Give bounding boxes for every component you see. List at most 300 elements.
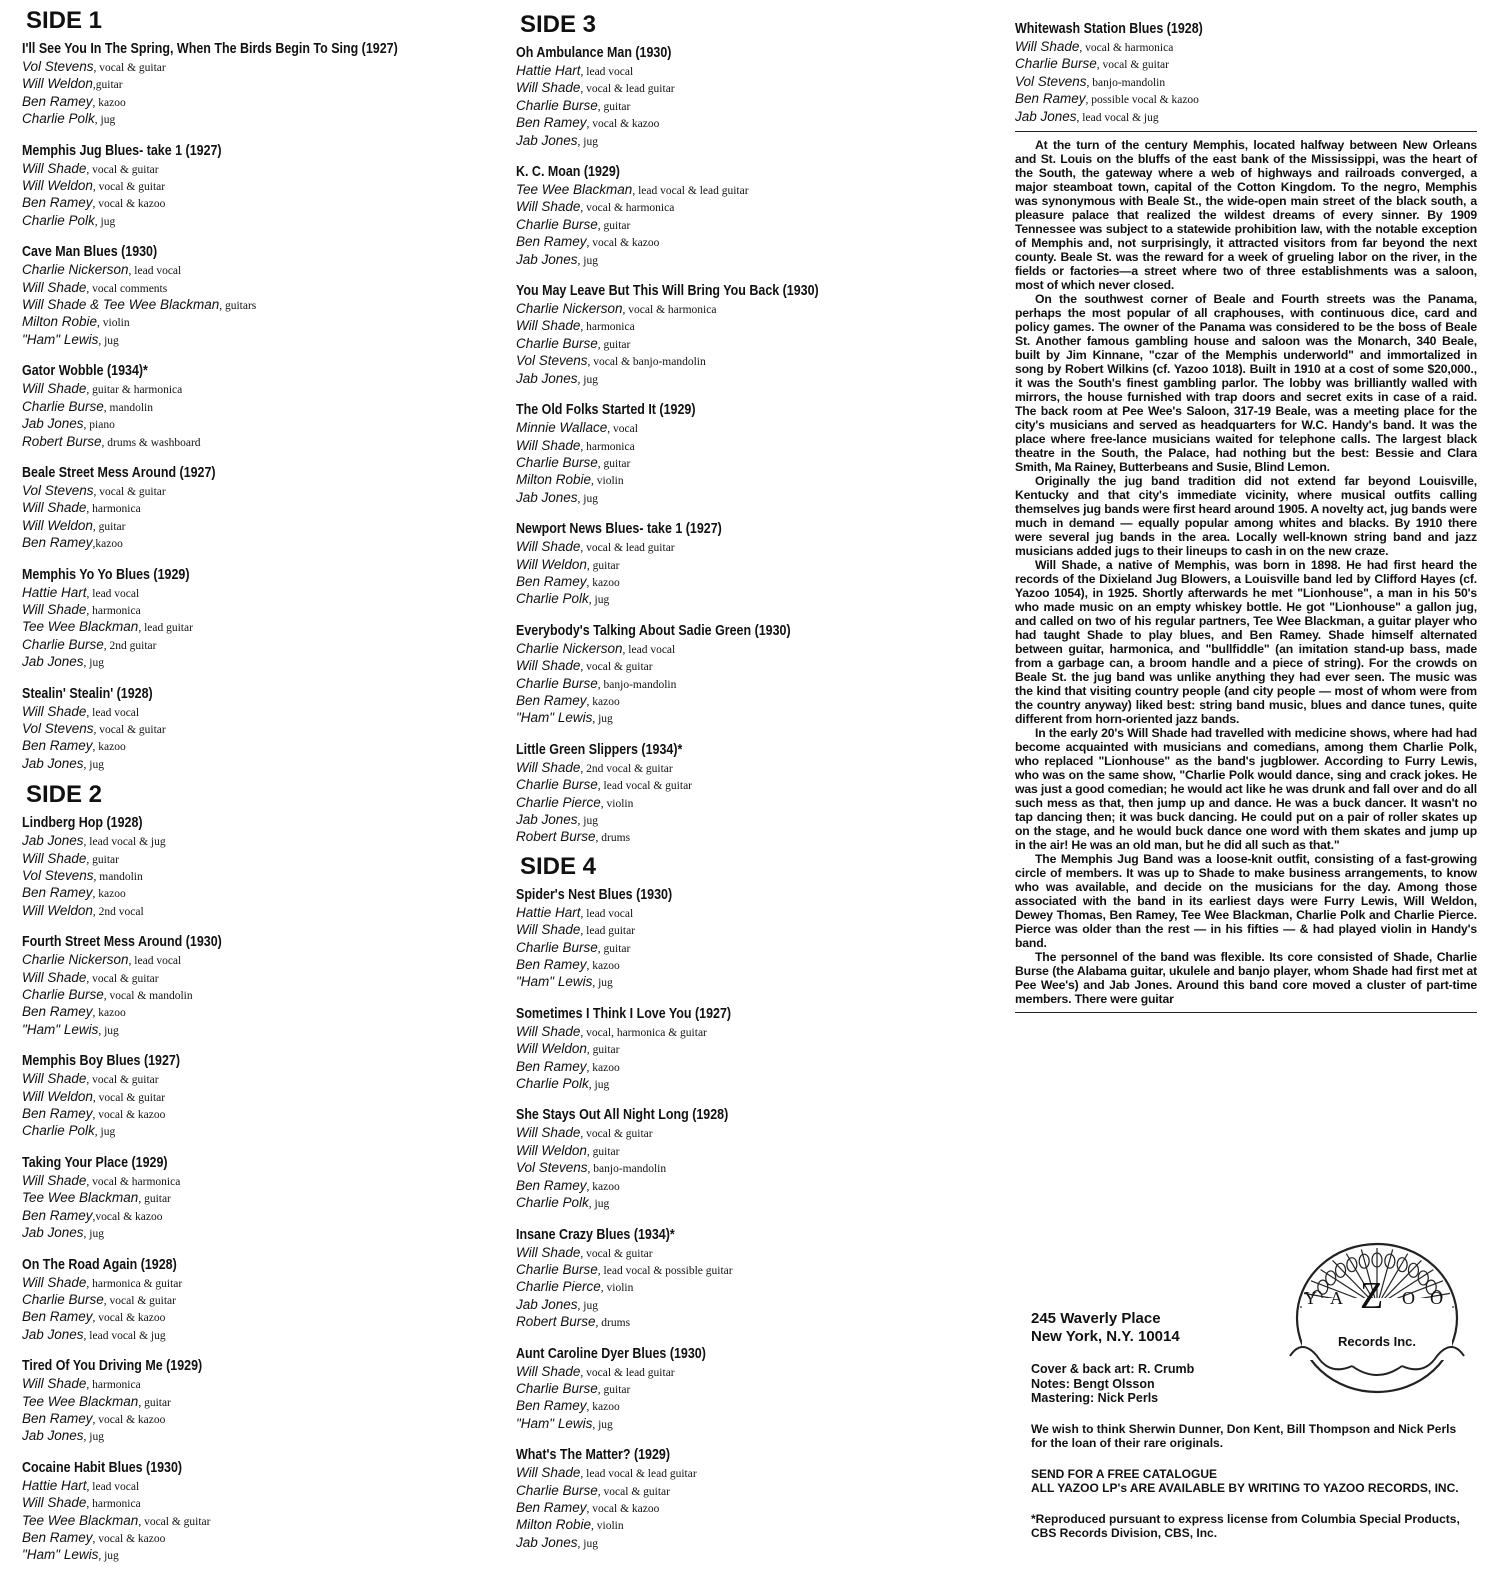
- performer-role: , vocal: [607, 423, 638, 436]
- track: [516, 1345, 996, 1434]
- performer-name: Charlie Burse: [22, 1291, 104, 1307]
- performer-role: , vocal & guitar: [1096, 59, 1169, 72]
- performer-role: , vocal & kazoo: [92, 1532, 166, 1545]
- credits: [1031, 1362, 1481, 1406]
- performer-name: Charlie Polk: [22, 111, 95, 127]
- performer-credit: [22, 721, 492, 738]
- performer-credit: [22, 637, 492, 654]
- performer-name: Will Shade: [516, 80, 581, 96]
- performer-credit: [22, 1428, 492, 1445]
- performer-name: Ben Ramey: [516, 1058, 587, 1074]
- performer-name: Vol Stevens: [22, 482, 94, 498]
- performer-credit: [22, 500, 492, 517]
- side-4-tracklist-continued: [1015, 20, 1477, 126]
- track: [22, 933, 492, 1039]
- performer-role: , violin: [600, 1282, 634, 1295]
- logo-letter-y: Y: [1304, 1288, 1317, 1308]
- track: [516, 1106, 996, 1212]
- performer-credit: [516, 1143, 996, 1160]
- performer-role: , guitar: [86, 853, 119, 866]
- performer-credit: [516, 940, 996, 957]
- performer-role: , vocal & kazoo: [92, 1109, 166, 1122]
- performer-credit: [516, 710, 996, 727]
- performer-credit: [516, 658, 996, 675]
- track-title: Beale Street Mess Around (1927): [22, 464, 216, 481]
- performer-role: , lead vocal: [580, 66, 634, 78]
- performer-name: Will Shade: [22, 500, 87, 516]
- performer-credit: [516, 1314, 996, 1331]
- performer-name: Will Shade: [22, 279, 87, 295]
- performer-role: , drums & washboard: [101, 436, 201, 449]
- performer-role: , jug: [83, 1228, 104, 1241]
- performer-credit: [516, 1381, 996, 1398]
- track-title: I'll See You In The Spring, When The Birds Begin To Sing (1927): [22, 41, 398, 57]
- performer-role: , banjo-mandolin: [1086, 76, 1166, 89]
- performer-role: , lead vocal & possible guitar: [597, 1264, 733, 1277]
- performer-credit: [516, 115, 996, 132]
- performer-name: Will Weldon: [22, 178, 93, 194]
- performer-credit: [22, 518, 492, 535]
- performer-role: , kazoo: [92, 1007, 126, 1020]
- performer-role: , guitar: [586, 559, 620, 572]
- performer-name: Will Weldon: [22, 902, 93, 918]
- performer-role: , lead vocal: [128, 955, 182, 968]
- performer-role: , guitar: [597, 219, 631, 232]
- performer-name: Charlie Nickerson: [516, 640, 623, 656]
- performer-name: Ben Ramey: [22, 738, 93, 754]
- performer-name: Milton Robie: [22, 314, 98, 330]
- performer-role: , lead vocal & lead guitar: [580, 1468, 697, 1481]
- performer-credit: [516, 336, 996, 353]
- performer-role: , jug: [98, 1550, 119, 1563]
- performer-name: Robert Burse: [516, 829, 596, 845]
- track-title: Oh Ambulance Man (1930): [516, 45, 672, 61]
- track: [22, 566, 492, 672]
- performer-credit: [516, 1024, 996, 1041]
- performer-role: , mandolin: [93, 871, 143, 883]
- performer-credit: [516, 1483, 996, 1500]
- performer-name: Charlie Burse: [516, 216, 598, 232]
- performer-name: Will Shade: [22, 1172, 87, 1188]
- performer-name: Charlie Burse: [22, 398, 104, 414]
- performer-role: , vocal & banjo-mandolin: [587, 356, 706, 369]
- performer-role: , vocal & harmonica: [86, 1175, 181, 1188]
- track-title: K. C. Moan (1929): [516, 164, 620, 181]
- performer-name: Will Weldon: [22, 76, 93, 92]
- performer-role: , vocal & guitar: [103, 1294, 176, 1307]
- performer-name: Jab Jones: [22, 1326, 84, 1342]
- catalogue-line-2: ALL YAZOO LP's ARE AVAILABLE BY WRITING TO YAZOO RECORDS, INC.: [1031, 1481, 1459, 1495]
- performer-role: , guitar: [92, 520, 126, 533]
- performer-credit: [22, 1411, 492, 1428]
- side-2: [22, 782, 492, 1565]
- performer-role: , violin: [591, 475, 624, 488]
- performer-name: Will Weldon: [516, 1142, 587, 1158]
- performer-name: Robert Burse: [516, 1314, 596, 1330]
- performer-name: Jab Jones: [516, 370, 578, 386]
- performer-name: Jab Jones: [22, 416, 84, 432]
- performer-name: Will Shade: [22, 381, 87, 397]
- performer-name: Charlie Polk: [22, 1123, 95, 1139]
- performer-credit: [22, 297, 492, 314]
- performer-role: , vocal & guitar: [86, 1074, 159, 1087]
- performer-role: , lead vocal: [86, 1480, 140, 1493]
- performer-role: , jug: [94, 215, 116, 228]
- performer-role: , kazoo: [586, 576, 620, 589]
- catalogue-notice: [1031, 1467, 1471, 1496]
- track: [516, 44, 996, 150]
- track: [516, 1446, 996, 1552]
- performer-name: Will Shade: [22, 850, 87, 866]
- side-2-heading: SIDE 2: [26, 781, 103, 809]
- performer-credit: [22, 111, 492, 128]
- performer-name: Will Shade: [516, 759, 581, 775]
- column-left: [22, 8, 492, 1578]
- performer-name: Charlie Polk: [22, 212, 95, 228]
- performer-name: Vol Stevens: [22, 868, 94, 883]
- track-title: She Stays Out All Night Long (1928): [516, 1107, 729, 1124]
- performer-credit: [516, 1195, 996, 1212]
- performer-name: Will Shade: [22, 703, 87, 719]
- track: [516, 741, 996, 847]
- performer-name: Ben Ramey: [516, 957, 587, 973]
- performer-role: ,kazoo: [92, 538, 123, 551]
- performer-name: Ben Ramey: [516, 1398, 587, 1414]
- performer-credit: [516, 80, 996, 97]
- track: [22, 1154, 492, 1243]
- track-title: Aunt Caroline Dyer Blues (1930): [516, 1345, 706, 1362]
- divider-bottom: [1015, 1012, 1477, 1013]
- performer-role: , jug: [577, 254, 598, 267]
- track: [516, 520, 996, 609]
- performer-role: , jug: [592, 1418, 613, 1431]
- track-title: Tired Of You Driving Me (1929): [22, 1358, 203, 1375]
- performer-credit: [516, 812, 996, 829]
- performer-name: Vol Stevens: [516, 353, 588, 369]
- performer-credit: [22, 1123, 492, 1140]
- performer-name: Will Shade: [22, 601, 87, 617]
- notes-paragraph: Will Shade, a native of Memphis, was born in 1898. He had first heard the records of the Dixieland Jug Blowers, a Louisville band led by Clifford Hayes (cf. Yazoo 1054), in 1925. Shortly afterwards he met "Lionhouse", a man in his 50's who made music on an empty whiskey bottle. He got "Lionhouse" a gallon jug, and called on two of his regular partners, Tee Wee Blackman, a guitar player who had taught Shade to play blues, and Ben Ramey. Shade himself alternated between guitar, harmonica, and "bullfiddle" (an imitation stand-up bass, made from a garbage can, a broom handle and a piece of string). For the crowds on Beale St. the jug band was unlike anything they had ever seen. The music was the kind that visiting country people (and city people — most of whom were from the country anyway) liked best: string band music, blues and dance tunes, quite different from horn-oriented jazz bands.: [1015, 558, 1477, 727]
- performer-role: , lead vocal: [86, 706, 140, 719]
- performer-credit: [516, 234, 996, 251]
- performer-credit: [516, 1297, 996, 1314]
- performer-name: Will Shade: [22, 1071, 87, 1087]
- performer-name: Vol Stevens: [516, 1160, 588, 1176]
- performer-role: , kazoo: [586, 1061, 620, 1074]
- performer-role: , vocal & harmonica: [580, 202, 675, 215]
- performer-credit: [22, 94, 492, 111]
- performer-role: , jug: [577, 815, 598, 827]
- performer-name: Jab Jones: [516, 812, 578, 827]
- performer-name: Hattie Hart: [22, 584, 87, 600]
- performer-credit: [22, 1530, 492, 1547]
- performer-name: Will Shade: [516, 922, 581, 938]
- performer-name: Charlie Nickerson: [516, 301, 623, 317]
- side-1-heading: SIDE 1: [26, 7, 103, 34]
- track-title: Sometimes I Think I Love You (1927): [516, 1005, 732, 1022]
- performer-credit: [516, 1364, 996, 1381]
- performer-name: Will Shade: [516, 199, 581, 215]
- track: [516, 622, 996, 728]
- side-1-tracklist: [22, 40, 492, 773]
- performer-credit: [22, 868, 492, 885]
- performer-role: , guitar: [138, 1193, 171, 1206]
- performer-credit: [516, 371, 996, 388]
- track: [516, 163, 996, 269]
- performer-role: , harmonica: [580, 321, 635, 334]
- column-middle: [516, 12, 996, 1565]
- performer-credit: [22, 885, 492, 902]
- performer-credit: [22, 381, 492, 398]
- performer-name: Vol Stevens: [22, 59, 94, 74]
- logo-letter-z: Z: [1360, 1275, 1384, 1317]
- track: [22, 142, 492, 231]
- performer-name: Will Weldon: [22, 1088, 93, 1104]
- performer-name: Will Shade: [22, 160, 87, 176]
- performer-credit: [516, 1245, 996, 1262]
- performer-credit: [516, 98, 996, 115]
- performer-role: , mandolin: [103, 401, 153, 414]
- performer-name: Hattie Hart: [516, 63, 581, 78]
- performer-name: Will Shade: [1015, 39, 1080, 54]
- performer-name: Will Shade: [516, 1363, 581, 1379]
- performer-credit: [516, 1279, 996, 1296]
- side-4-heading: SIDE 4: [520, 852, 597, 880]
- performer-credit: [516, 318, 996, 335]
- performer-credit: [516, 1178, 996, 1195]
- performer-name: Charlie Nickerson: [22, 952, 129, 968]
- performer-credit: [516, 539, 996, 556]
- performer-role: , banjo-mandolin: [597, 678, 677, 691]
- performer-role: , jug: [588, 1079, 610, 1092]
- track: [22, 685, 492, 774]
- logo-letter-o2: O: [1430, 1288, 1443, 1308]
- performer-credit: [22, 1071, 492, 1088]
- performer-role: , guitar: [586, 1145, 620, 1158]
- performer-role: , harmonica: [86, 1379, 141, 1392]
- performer-role: , jug: [577, 1537, 598, 1550]
- performer-name: Ben Ramey: [22, 1309, 93, 1325]
- performer-name: Hattie Hart: [516, 904, 581, 920]
- performer-role: , lead guitar: [580, 925, 636, 938]
- performer-name: Charlie Burse: [516, 777, 598, 793]
- performer-credit: [22, 1089, 492, 1106]
- performer-name: Jab Jones: [516, 1296, 578, 1312]
- performer-role: , lead guitar: [138, 622, 193, 635]
- performer-name: Milton Robie: [516, 472, 592, 488]
- performer-name: Ben Ramey: [22, 1207, 93, 1223]
- performer-credit: [516, 1398, 996, 1415]
- performer-credit: [516, 795, 996, 812]
- performer-name: Will Shade: [516, 1125, 581, 1141]
- performer-credit: [516, 490, 996, 507]
- performer-name: Jab Jones: [516, 132, 578, 148]
- performer-role: , guitar: [138, 1396, 171, 1409]
- performer-name: Charlie Polk: [516, 1076, 589, 1092]
- side-1: [22, 8, 492, 773]
- performer-name: Ben Ramey: [516, 692, 587, 708]
- performer-name: Will Shade: [22, 969, 87, 985]
- performer-credit: [22, 952, 492, 969]
- performer-credit: [516, 301, 996, 318]
- performer-name: Charlie Burse: [516, 939, 598, 955]
- performer-name: Charlie Pierce: [516, 794, 601, 810]
- performer-role: , kazoo: [586, 695, 620, 708]
- performer-name: "Ham" Lewis: [516, 710, 593, 726]
- performer-name: Charlie Burse: [22, 987, 104, 1003]
- performer-name: Ben Ramey: [516, 234, 587, 250]
- side-3: [516, 12, 996, 847]
- track: [22, 1256, 492, 1345]
- address: [1031, 1310, 1481, 1346]
- performer-credit: [1015, 109, 1477, 126]
- performer-role: , jug: [98, 1024, 119, 1037]
- performer-name: Charlie Burse: [516, 1261, 598, 1277]
- notes-paragraph: The Memphis Jug Band was a loose-knit outfit, consisting of a fast-growing circle of members. It was up to Shade to make business arrangements, to know who was available, and decide on the musicians for the day. Among those associated with the band in its earliest days were Furry Lewis, Will Weldon, Dewey Thomas, Ben Ramey, Tee Wee Blackman, Charlie Polk and Charlie Pierce. Pierce was older than the rest — in his fifties — & had played violin in Handy's band.: [1015, 852, 1477, 951]
- performer-role: , jug: [83, 657, 104, 670]
- performer-credit: [516, 591, 996, 608]
- performer-role: , vocal, harmonica & guitar: [580, 1026, 707, 1039]
- performer-role: , vocal & guitar: [597, 1485, 670, 1498]
- track: [516, 886, 996, 992]
- performer-credit: [516, 957, 996, 974]
- performer-role: , jug: [592, 713, 613, 726]
- track-title: Newport News Blues- take 1 (1927): [516, 521, 722, 538]
- performer-role: , vocal & guitar: [86, 163, 159, 176]
- performer-role: , vocal & lead guitar: [580, 542, 675, 555]
- performer-name: Ben Ramey: [516, 573, 587, 589]
- performer-role: , possible vocal & kazoo: [1085, 94, 1199, 107]
- performer-role: , lead vocal: [86, 587, 140, 600]
- performer-credit: [22, 213, 492, 230]
- address-line-1: 245 Waverly Place: [1031, 1310, 1161, 1327]
- performer-credit: [22, 619, 492, 636]
- performer-role: , jug: [588, 1198, 610, 1211]
- performer-credit: [22, 1225, 492, 1242]
- performer-credit: [516, 557, 996, 574]
- performer-name: Jab Jones: [516, 489, 578, 505]
- performer-role: , lead vocal: [128, 265, 182, 278]
- performer-credit: [516, 438, 996, 455]
- performer-name: Charlie Burse: [516, 335, 598, 351]
- column-right: [1015, 20, 1477, 1019]
- catalogue-line-1: SEND FOR A FREE CATALOGUE: [1031, 1466, 1217, 1481]
- performer-credit: [516, 252, 996, 269]
- performer-credit: [22, 987, 492, 1004]
- side-4: [516, 854, 996, 1552]
- performer-role: , vocal & guitar: [92, 1091, 166, 1104]
- performer-role: , lead vocal & jug: [83, 1329, 166, 1342]
- performer-role: ,vocal & kazoo: [92, 1210, 163, 1223]
- performer-credit: [516, 905, 996, 922]
- performer-role: , jug: [94, 1126, 116, 1139]
- side-3-heading: SIDE 3: [520, 11, 597, 38]
- performer-name: Jab Jones: [516, 1534, 578, 1550]
- performer-credit: [22, 903, 492, 920]
- performer-role: , drums: [595, 832, 631, 845]
- credit-mastering: Mastering: Nick Perls: [1031, 1391, 1159, 1405]
- performer-name: Charlie Nickerson: [22, 262, 129, 278]
- performer-credit: [516, 1041, 996, 1058]
- performer-role: , vocal & harmonica: [1079, 42, 1174, 54]
- track-title: Memphis Boy Blues (1927): [22, 1053, 181, 1070]
- performer-name: Ben Ramey: [22, 535, 93, 551]
- performer-role: , guitar: [597, 1383, 631, 1396]
- track-title: Memphis Jug Blues- take 1 (1927): [22, 142, 222, 159]
- performer-name: Will Weldon: [516, 1041, 587, 1057]
- performer-credit: [22, 1309, 492, 1326]
- performer-credit: [22, 585, 492, 602]
- performer-credit: [22, 851, 492, 868]
- performer-credit: [516, 353, 996, 370]
- performer-credit: [22, 76, 492, 93]
- performer-role: , vocal & kazoo: [92, 1312, 166, 1325]
- performer-credit: [22, 161, 492, 178]
- performer-role: , vocal & guitar: [580, 1128, 653, 1141]
- performer-credit: [22, 704, 492, 721]
- performer-role: , jug: [577, 135, 598, 148]
- performer-role: , vocal & guitar: [138, 1515, 211, 1528]
- performer-credit: [22, 1004, 492, 1021]
- performer-name: "Ham" Lewis: [22, 331, 99, 347]
- performer-credit: [516, 641, 996, 658]
- performer-credit: [516, 1262, 996, 1279]
- performer-name: Charlie Pierce: [516, 1279, 601, 1295]
- performer-role: , vocal & kazoo: [586, 1502, 660, 1515]
- performer-name: Jab Jones: [22, 1428, 84, 1444]
- performer-name: Minnie Wallace: [516, 420, 608, 436]
- performer-credit: [516, 1535, 996, 1552]
- track-title: Taking Your Place (1929): [22, 1154, 168, 1171]
- performer-credit: [22, 1327, 492, 1344]
- track-title: Cave Man Blues (1930): [22, 244, 158, 261]
- track-title: On The Road Again (1928): [22, 1256, 177, 1273]
- performer-credit: [22, 314, 492, 331]
- track: [22, 464, 492, 553]
- track-title: Whitewash Station Blues (1928): [1015, 21, 1203, 37]
- performer-role: , lead vocal & guitar: [597, 780, 692, 793]
- performer-role: , jug: [592, 977, 613, 990]
- performer-role: , guitar & harmonica: [86, 384, 183, 397]
- performer-role: , vocal & guitar: [93, 485, 166, 498]
- performer-credit: [516, 676, 996, 693]
- track: [22, 40, 492, 129]
- performer-credit: [22, 1513, 492, 1530]
- performer-credit: [22, 399, 492, 416]
- performer-name: Will Shade: [22, 1495, 87, 1511]
- performer-role: , jug: [83, 1431, 104, 1444]
- performer-role: , vocal & guitar: [86, 972, 159, 985]
- performer-name: Charlie Polk: [516, 591, 589, 607]
- performer-credit: [1015, 56, 1477, 73]
- performer-role: ,guitar: [92, 79, 123, 92]
- credit-notes: Notes: Bengt Olsson: [1031, 1376, 1155, 1391]
- performer-role: , harmonica: [86, 503, 141, 516]
- performer-credit: [22, 178, 492, 195]
- track: [516, 401, 996, 507]
- performer-name: Will Shade: [516, 1244, 581, 1260]
- performer-credit: [22, 1495, 492, 1512]
- performer-role: , guitar: [586, 1044, 620, 1057]
- performer-name: Charlie Burse: [516, 675, 598, 691]
- performer-role: , guitar: [597, 942, 631, 955]
- track: [22, 814, 492, 920]
- performer-credit: [22, 195, 492, 212]
- performer-name: Jab Jones: [516, 251, 578, 267]
- performer-name: Ben Ramey: [22, 1410, 93, 1426]
- performer-name: "Ham" Lewis: [22, 1547, 99, 1563]
- performer-credit: [22, 1173, 492, 1190]
